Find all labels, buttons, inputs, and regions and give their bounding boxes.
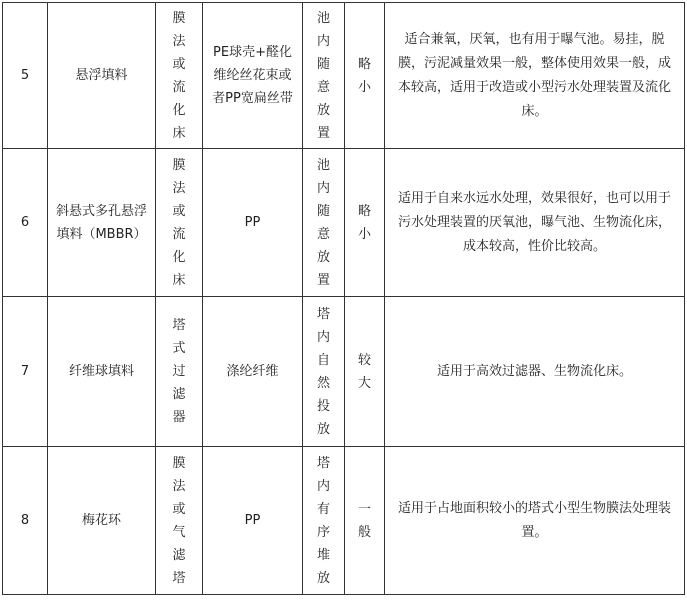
row-number: 7 <box>3 297 48 447</box>
placement-method: 池内随意放置 <box>316 10 330 141</box>
placement-method: 池内随意放置 <box>316 157 330 288</box>
table-row <box>3 297 685 447</box>
application-notes: 适合兼氧，厌氧，也有用于曝气池。易挂，脱膜，污泥减量效果一般，整体使用效果一般，成本较高，适用于改造或小型污水处理装置及流化床。 <box>385 3 685 149</box>
table-row <box>3 3 685 149</box>
filler-name: 悬浮填料 <box>48 3 156 149</box>
material: PP <box>203 447 303 595</box>
material: PP <box>203 149 303 297</box>
application-notes: 适用于自来水远水处理，效果很好，也可以用于污水处理装置的厌氧池，曝气池、生物流化床，成本较高，性价比较高。 <box>385 149 685 297</box>
resistance: 较大 <box>357 352 371 391</box>
resistance: 略小 <box>357 203 371 242</box>
row-number: 8 <box>3 447 48 595</box>
material: 涤纶纤维 <box>203 297 303 447</box>
process-method: 膜法或流化床 <box>172 10 186 141</box>
application-notes: 适用于高效过滤器、生物流化床。 <box>385 297 685 447</box>
row-number: 5 <box>3 3 48 149</box>
table-row <box>3 149 685 297</box>
material: PE球壳+醛化维纶丝花束或者PP宽扁丝带 <box>203 3 303 149</box>
placement-method: 塔内有序堆放 <box>316 455 330 586</box>
filler-name: 梅花环 <box>48 447 156 595</box>
process-method: 塔式过滤器 <box>172 318 186 425</box>
process-method: 膜法或流化床 <box>172 157 186 288</box>
resistance: 一般 <box>357 501 371 540</box>
application-notes: 适用于占地面积较小的塔式小型生物膜法处理装置。 <box>385 447 685 595</box>
table-row <box>3 447 685 595</box>
placement-method: 塔内自然投放 <box>316 306 330 437</box>
resistance: 略小 <box>357 56 371 95</box>
filler-name: 斜悬式多孔悬浮填料（MBBR） <box>48 149 156 297</box>
filler-table <box>2 2 685 595</box>
process-method: 膜法或气滤塔 <box>172 455 186 586</box>
filler-name: 纤维球填料 <box>48 297 156 447</box>
row-number: 6 <box>3 149 48 297</box>
